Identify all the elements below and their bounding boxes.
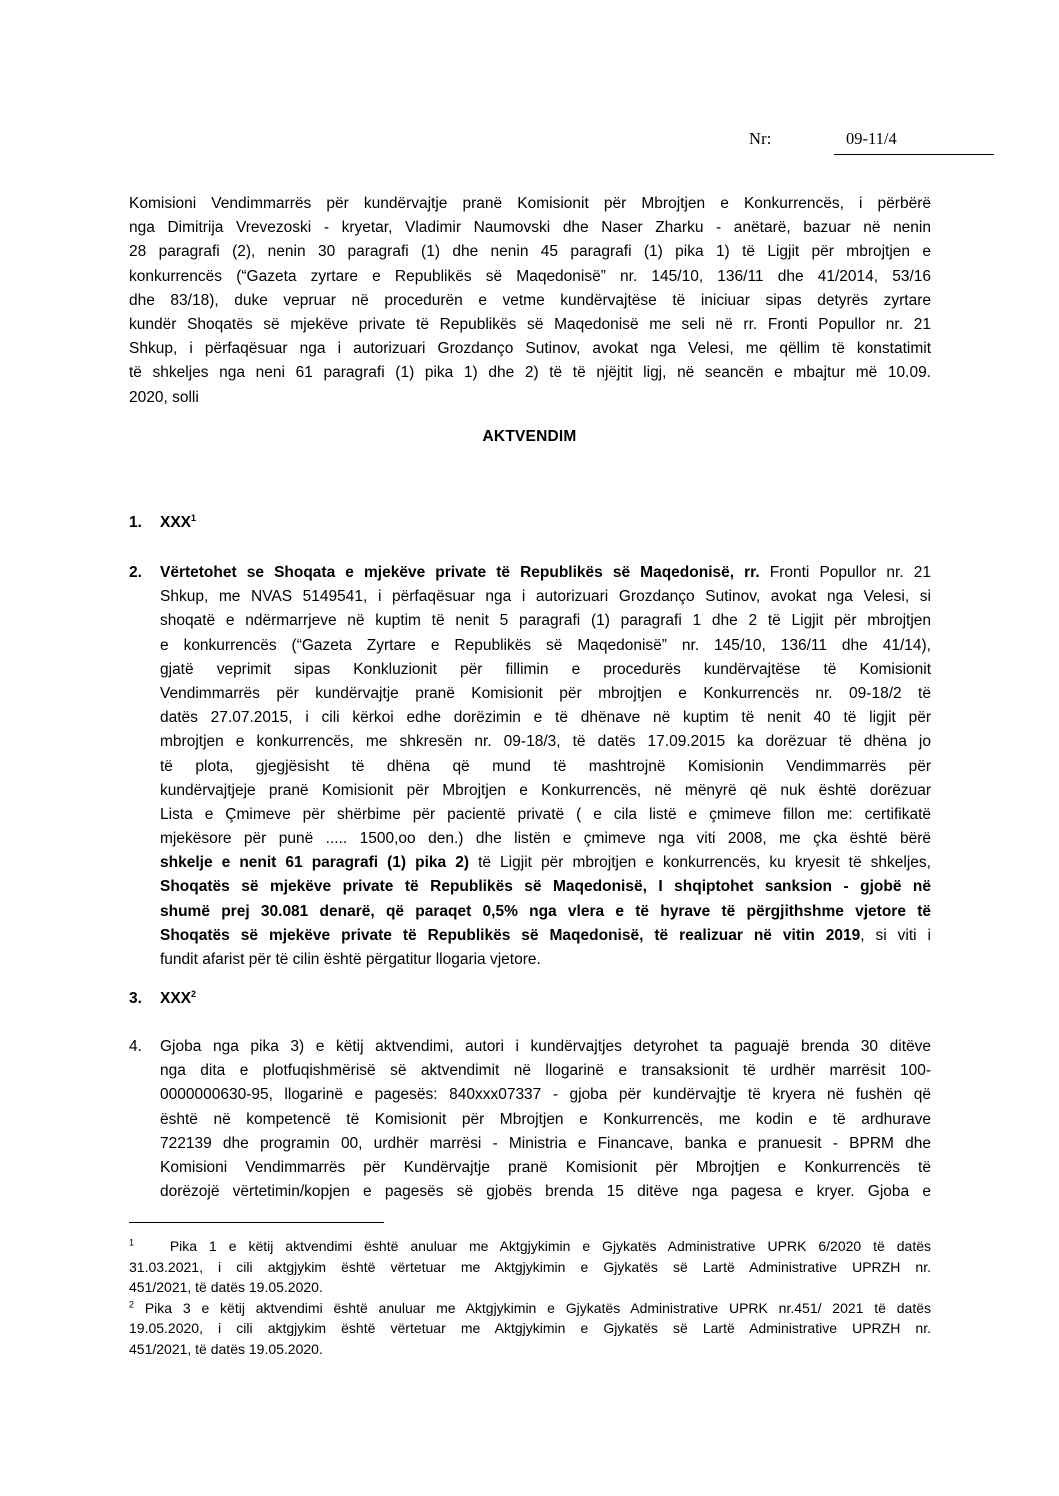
intro-line: 2020, solli bbox=[129, 388, 199, 406]
item-3-redacted: XXX bbox=[160, 990, 192, 1007]
item-4-line: 0000000630-95, llogarinë e pagesës: 840xxx07337 - gjoba për kundërvajtje të kryera në fushën që bbox=[160, 1086, 931, 1104]
item-4-paragraph bbox=[160, 1035, 931, 1204]
item-2-bold-lead: Vërtetohet se Shoqata e mjekëve private të Republikës së Maqedonisë, rr. bbox=[160, 564, 760, 581]
intro-paragraph bbox=[129, 192, 931, 410]
document-number-value: 09-11/4 bbox=[834, 127, 994, 155]
item-2-line: Shoqatës së mjekëve private të Republikës së Maqedonisë, I shqiptohet sanksion - gjobë në bbox=[160, 878, 931, 896]
item-2-line: mbrojtjen e konkurrencës, me shkresën nr. 09-18/3, të datës 17.09.2015 ka dorëzuar të dhëna jo bbox=[160, 733, 931, 751]
item-2-line bbox=[160, 561, 931, 585]
item-2-line: shoqatë e ndërmarrjeve në kuptim të nenit 5 paragrafi (1) paragrafi 1 dhe 2 të Ligjit për mbrojtjen bbox=[160, 612, 931, 630]
footnote-separator bbox=[129, 1222, 384, 1223]
item-2-line: Lista e Çmimeve për shërbime për pacientë privatë ( e cila listë e çmimeve fillon me: certifikatë bbox=[160, 805, 931, 823]
item-4-line: Gjoba nga pika 3) e këtij aktvendimi, autori i kundërvajtjes detyrohet ta paguajë brenda 30 ditëve bbox=[160, 1038, 931, 1055]
item-2-line bbox=[160, 851, 931, 875]
footnote-1-line bbox=[129, 1236, 931, 1257]
footnote-1-line: 451/2021, të datës 19.05.2020. bbox=[129, 1279, 323, 1295]
intro-line: 28 paragrafi (2), nenin 30 paragrafi (1) dhe nenin 45 paragrafi (1) pika 1) të Ligjit për mbrojtjen e bbox=[129, 243, 931, 261]
item-2-line: të plota, gjegjësisht të dhëna që mund të mashtrojnë Komisionin Vendimmarrës për bbox=[160, 757, 931, 775]
footnote-1-line: 31.03.2021, i cili aktgjykim është vërtetuar me Aktgjykimin e Gjykatës së Lartë Administrative UPRZH nr. bbox=[129, 1258, 931, 1275]
footnote-1-text: Pika 1 e këtij aktvendimi është anuluar me Aktgjykimin e Gjykatës Administrative UPRK 6/2020 të datës bbox=[134, 1238, 931, 1254]
intro-line: Komisioni Vendimmarrës për kundërvajtje pranë Komisionit për Mbrojtjen e Konkurrencës, i përbërë bbox=[129, 195, 931, 212]
item-4-line: Komisioni Vendimmarrës për Kundërvajtje pranë Komisionit për Mbrojtjen e Konkurrencës të bbox=[160, 1158, 931, 1176]
item-2-line: Vendimmarrës për kundërvajtje pranë Komisionit për mbrojtjen e Konkurrencës nr. 09-18/2 të bbox=[160, 684, 931, 702]
item-2-line: shumë prej 30.081 denarë, që paraqet 0,5% nga vlera e të hyrave të përgjithshme vjetore të bbox=[160, 902, 931, 920]
document-number-label: Nr: bbox=[749, 129, 772, 148]
item-2-line: fundit afarist për të cilin është përgatitur llogaria vjetore. bbox=[160, 951, 541, 968]
item-2-line: datës 27.07.2015, i cili kërkoi edhe dorëzimin e të dhënave në kuptim të nenit 40 të ligjit për bbox=[160, 709, 931, 727]
footnote-ref-1: 1 bbox=[191, 512, 197, 523]
intro-line: nga Dimitrija Vrevezoski - kryetar, Vladimir Naumovski dhe Naser Zharku - anëtarë, bazuar në nenin bbox=[129, 219, 931, 237]
intro-line: kundër Shoqatës së mjekëve private të Republikës së Maqedonisë me seli në rr. Fronti Popullor nr. 21 bbox=[129, 315, 931, 333]
footnote-2-line: 451/2021, të datës 19.05.2020. bbox=[129, 1340, 323, 1357]
footnote-ref-2: 2 bbox=[191, 988, 197, 999]
item-2-line: mjekësore për punë ..... 1500,oo den.) dhe listën e çmimeve nga viti 2008, me çka është bërë bbox=[160, 830, 931, 848]
item-number-1: 1. bbox=[129, 514, 142, 531]
intro-line: konkurrencës (“Gazeta zyrtare e Republikës së Maqedonisë” nr. 145/10, 136/11 dhe 41/2014, 53/16 bbox=[129, 267, 931, 285]
footnote-2-text: Pika 3 e këtij aktvendimi është anuluar me Aktgjykimin e Gjykatës Administrative UPRK nr.451/ 2021 të datës bbox=[134, 1299, 931, 1316]
item-number-4: 4. bbox=[129, 1038, 142, 1055]
item-2-line: kundërvajtjeje pranë Komisionit për Mbrojtjen e Konkurrencës, në mënyrë që nuk është dorëzuar bbox=[160, 781, 931, 799]
decision-title: AKTVENDIM bbox=[482, 428, 577, 445]
item-1-text bbox=[160, 511, 931, 535]
item-2-line: e konkurrencës (“Gazeta Zyrtare e Republikës së Maqedonisë” nr. 145/10, 136/11 dhe 41/14), bbox=[160, 636, 931, 654]
item-3-text bbox=[160, 987, 931, 1011]
item-2-sanction-rest: , si viti i bbox=[860, 926, 931, 944]
footnote-1-mark: 1 bbox=[129, 1237, 135, 1248]
item-4-line: 722139 dhe programin 00, urdhër marrësi - Ministria e Financave, banka e pranuesit - BPRM dhe bbox=[160, 1134, 931, 1152]
footnote-2-line bbox=[129, 1298, 931, 1319]
item-number-3: 3. bbox=[129, 990, 142, 1007]
footnotes bbox=[129, 1236, 931, 1359]
item-2-line: gjatë veprimit sipas Konkluzionit për fillimin e procedurës kundërvajtëse të Komisionit bbox=[160, 660, 931, 678]
item-2-paragraph bbox=[160, 561, 931, 972]
item-2-sanction-bold: Shoqatës së mjekëve private të Republikës së Maqedonisë, të realizuar në vitin 2019 bbox=[160, 926, 861, 944]
item-2-lead-rest: Fronti Popullor nr. 21 bbox=[759, 564, 931, 581]
item-2-line bbox=[160, 924, 931, 948]
intro-line: të shkeljes nga neni 61 paragrafi (1) pika 1) dhe 2) të të njëjtit ligj, në seancën e mbajtur më 10.09. bbox=[129, 364, 931, 382]
item-number-2: 2. bbox=[129, 564, 142, 581]
item-2-violation-bold: shkelje e nenit 61 paragrafi (1) pika 2) bbox=[160, 854, 469, 872]
intro-line: dhe 83/18), duke vepruar në procedurën e vetme kundërvajtëse të iniciuar sipas detyrës zyrtare bbox=[129, 291, 931, 309]
item-2-line: Shkup, me NVAS 5149541, i përfaqësuar nga i autorizuari Grozdanço Sutinov, avokat nga Velesi, si bbox=[160, 588, 931, 606]
footnote-2-line: 19.05.2020, i cili aktgjykim është vërtetuar me Aktgjykimin e Gjykatës së Lartë Administrative UPRZH nr. bbox=[129, 1320, 931, 1336]
intro-line: Shkup, i përfaqësuar nga i autorizuari Grozdanço Sutinov, avokat nga Velesi, me qëllim të konstatimit bbox=[129, 340, 931, 358]
item-2-violation-rest: të Ligjit për mbrojtjen e konkurrencës, ku kryesit të shkeljes, bbox=[469, 854, 931, 872]
footnote-2-mark: 2 bbox=[129, 1298, 135, 1309]
item-4-line: nga dita e plotfuqishmërisë së aktvendimit në llogarinë e transaksionit të urdhër marrësit 100- bbox=[160, 1062, 931, 1080]
item-4-line: është në kompetencë të Komisionit për Mbrojtjen e Konkurrencës, me kodin e të ardhurave bbox=[160, 1110, 931, 1128]
item-1-redacted: XXX bbox=[160, 514, 192, 531]
item-4-line: dorëzojë vërtetimin/kopjen e pagesës së gjobës brenda 15 ditëve nga pagesa e kryer. Gjoba e bbox=[160, 1183, 931, 1201]
